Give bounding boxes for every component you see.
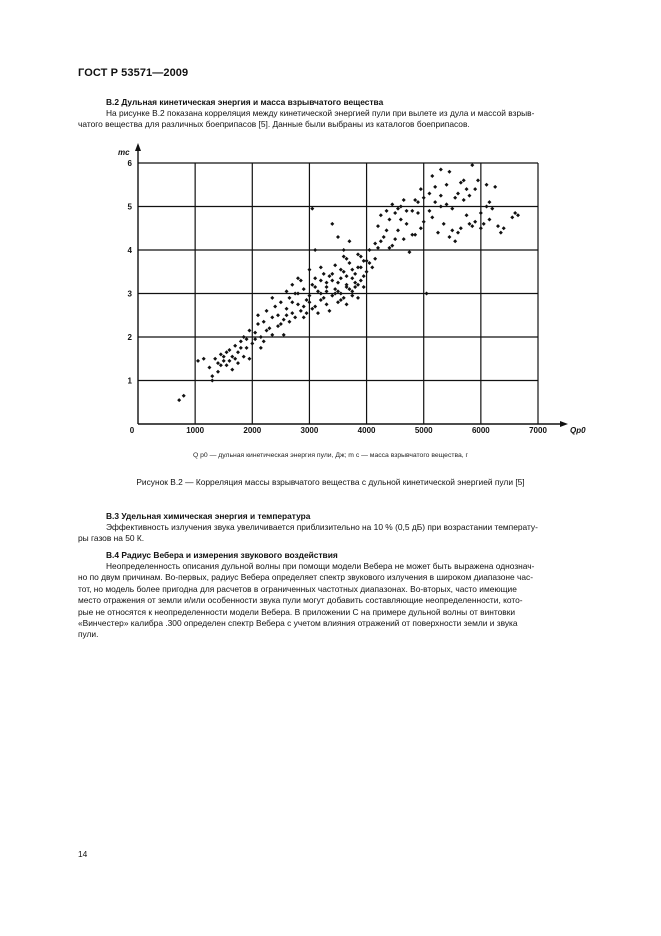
data-point <box>310 283 314 287</box>
paragraph-line: Эффективность излучения звука увеличивается приблизительно на 10 % (0,5 дБ) при возрастании температу- <box>106 522 538 532</box>
data-point <box>313 276 317 280</box>
data-point <box>207 365 211 369</box>
data-point <box>319 298 323 302</box>
data-point <box>393 211 397 215</box>
paragraph-line: «Винчестер» калибра .300 определен спектр Вебера с учетом влияния отражений от поверхности земли и звука <box>78 618 518 629</box>
data-point <box>385 209 389 213</box>
data-point <box>365 259 369 263</box>
data-point <box>262 339 266 343</box>
data-point <box>293 315 297 319</box>
data-point <box>373 257 377 261</box>
data-point <box>319 292 323 296</box>
data-point <box>482 222 486 226</box>
data-point <box>307 300 311 304</box>
section-b2-heading: В.2 Дульная кинетическая энергия и масса взрывчатого вещества <box>106 97 384 107</box>
paragraph-line: тот, но модель более пригодна для расчетов в ограниченных частотных диапазонах. Во-вторых, часто имеющие <box>78 583 517 594</box>
data-point <box>427 191 431 195</box>
data-point <box>270 315 274 319</box>
data-point <box>513 211 517 215</box>
data-point <box>487 218 491 222</box>
data-point <box>265 328 269 332</box>
data-point <box>302 305 306 309</box>
x-tick-label: 7000 <box>529 426 547 435</box>
data-point <box>290 311 294 315</box>
scatter-chart <box>100 140 586 455</box>
y-tick-label: 5 <box>127 202 132 212</box>
y-tick-label: 2 <box>127 333 132 342</box>
data-point <box>322 272 326 276</box>
data-point <box>336 300 340 304</box>
data-point <box>387 246 391 250</box>
data-point <box>242 335 246 339</box>
data-point <box>433 185 437 189</box>
data-point <box>465 187 469 191</box>
data-point <box>302 315 306 319</box>
data-point <box>330 278 334 282</box>
data-point <box>385 228 389 232</box>
data-point <box>439 194 443 198</box>
data-point <box>399 218 403 222</box>
data-point <box>485 183 489 187</box>
data-point <box>342 270 346 274</box>
data-point <box>362 285 366 289</box>
data-point <box>319 278 323 282</box>
data-point <box>333 292 337 296</box>
data-point <box>333 287 337 291</box>
data-point <box>287 320 291 324</box>
data-point <box>245 346 249 350</box>
data-point <box>425 292 429 296</box>
data-point <box>236 361 240 365</box>
data-point <box>319 265 323 269</box>
data-point <box>465 213 469 217</box>
data-point <box>345 302 349 306</box>
data-point <box>350 289 354 293</box>
data-point <box>290 300 294 304</box>
data-point <box>499 231 503 235</box>
data-point <box>336 235 340 239</box>
data-point <box>290 283 294 287</box>
section-b3-paragraph <box>78 522 618 545</box>
paragraph-line: место отражения от земли и/или особенности звука пули могут добавить составляющие неопределенности, кото- <box>78 595 523 606</box>
data-point <box>439 205 443 209</box>
data-point <box>365 270 369 274</box>
section-b4-heading: В.4 Радиус Вебера и измерения звукового воздействия <box>106 550 338 560</box>
data-point <box>325 285 329 289</box>
data-point <box>296 292 300 296</box>
data-point <box>459 226 463 230</box>
data-point <box>467 194 471 198</box>
data-point <box>390 202 394 206</box>
data-point <box>336 289 340 293</box>
data-point <box>479 211 483 215</box>
data-point <box>253 337 257 341</box>
data-point <box>473 220 477 224</box>
data-point <box>456 231 460 235</box>
data-point <box>210 374 214 378</box>
data-point <box>402 198 406 202</box>
data-point <box>410 233 414 237</box>
data-point <box>213 357 217 361</box>
data-point <box>410 209 414 213</box>
data-point <box>382 235 386 239</box>
data-point <box>342 296 346 300</box>
data-point <box>450 207 454 211</box>
data-point <box>327 309 331 313</box>
data-point <box>396 207 400 211</box>
data-point <box>359 278 363 282</box>
data-point <box>276 324 280 328</box>
data-point <box>399 205 403 209</box>
data-point <box>177 398 181 402</box>
section-b2-paragraph <box>78 108 618 131</box>
data-point <box>285 289 289 293</box>
data-point <box>225 363 229 367</box>
data-point <box>356 283 360 287</box>
data-point <box>342 248 346 252</box>
data-point <box>282 333 286 337</box>
data-point <box>333 263 337 267</box>
paragraph-line: пули. <box>78 629 99 640</box>
data-point <box>276 313 280 317</box>
data-point <box>450 228 454 232</box>
y-tick-label: 3 <box>127 289 132 299</box>
data-point <box>353 272 357 276</box>
data-point <box>350 268 354 272</box>
data-point <box>239 346 243 350</box>
data-point <box>330 222 334 226</box>
data-point <box>345 257 349 261</box>
data-point <box>222 355 226 359</box>
paragraph-line: На рисунке В.2 показана корреляция между кинетической энергией пули при вылете из дула и массой взрыв- <box>106 108 535 118</box>
data-point <box>447 170 451 174</box>
data-point <box>233 357 237 361</box>
data-point <box>316 289 320 293</box>
data-point <box>273 305 277 309</box>
x-axis-arrow <box>560 421 568 427</box>
data-point <box>267 326 271 330</box>
data-point <box>225 350 229 354</box>
data-point <box>387 218 391 222</box>
data-point <box>427 209 431 213</box>
data-point <box>487 200 491 204</box>
x-axis-label: Qp0 <box>570 426 586 435</box>
data-point <box>445 183 449 187</box>
data-point <box>313 305 317 309</box>
data-point <box>216 361 220 365</box>
data-point <box>359 265 363 269</box>
data-point <box>462 198 466 202</box>
paragraph-line: рые не относятся к неопределенности модели Вебера. В приложении С на примере дульной волны от винтовки <box>78 606 516 617</box>
x-tick-label: 0 <box>129 426 135 435</box>
data-point <box>230 368 234 372</box>
data-point <box>279 300 283 304</box>
data-point <box>456 191 460 195</box>
data-point <box>339 276 343 280</box>
data-point <box>430 174 434 178</box>
x-tick-label: 1000 <box>186 426 205 435</box>
data-point <box>473 187 477 191</box>
data-point <box>282 318 286 322</box>
y-axis-label: mc <box>118 148 130 157</box>
data-point <box>347 239 351 243</box>
data-point <box>467 222 471 226</box>
data-point <box>247 328 251 332</box>
data-point <box>330 272 334 276</box>
paragraph-line: но по двум причинам. Во-первых, радиус Вебера определяет спектр звукового излучения в широком диапазоне час- <box>78 572 533 583</box>
data-point <box>422 196 426 200</box>
data-point <box>379 213 383 217</box>
data-point <box>356 296 360 300</box>
data-point <box>493 185 497 189</box>
document-header: ГОСТ Р 53571—2009 <box>78 67 189 79</box>
data-point <box>413 198 417 202</box>
data-point <box>419 187 423 191</box>
data-point <box>256 322 260 326</box>
data-point <box>247 357 251 361</box>
page-number: 14 <box>78 849 88 859</box>
data-point <box>453 196 457 200</box>
data-point <box>253 331 257 335</box>
data-point <box>330 294 334 298</box>
data-point <box>462 178 466 182</box>
data-point <box>350 294 354 298</box>
data-point <box>285 307 289 311</box>
data-point <box>405 222 409 226</box>
data-point <box>339 268 343 272</box>
data-point <box>316 311 320 315</box>
paragraph-line: Неопределенность описания дульной волны при помощи модели Вебера не может быть выражена однознач- <box>106 561 535 571</box>
data-point <box>470 163 474 167</box>
data-point <box>439 168 443 172</box>
data-point <box>353 281 357 285</box>
figure-legend: Q р0 — дульная кинетическая энергия пули, Дж; m c — масса взрывчатого вещества, г <box>192 452 469 459</box>
data-point <box>416 200 420 204</box>
data-point <box>367 248 371 252</box>
data-point <box>259 346 263 350</box>
data-point <box>407 250 411 254</box>
data-point <box>327 274 331 278</box>
data-point <box>373 241 377 245</box>
data-point <box>270 333 274 337</box>
data-point <box>353 285 357 289</box>
data-point <box>242 355 246 359</box>
data-point <box>227 348 231 352</box>
data-point <box>265 309 269 313</box>
data-point <box>230 355 234 359</box>
data-point <box>345 274 349 278</box>
data-point <box>416 211 420 215</box>
data-point <box>396 228 400 232</box>
data-point <box>259 335 263 339</box>
data-point <box>310 207 314 211</box>
data-point <box>245 337 249 341</box>
data-point <box>336 281 340 285</box>
data-point <box>322 296 326 300</box>
section-b3-heading: В.3 Удельная химическая энергия и температура <box>106 511 311 521</box>
data-point <box>362 274 366 278</box>
figure-caption: Рисунок В.2 — Корреляция массы взрывчатого вещества с дульной кинетической энергией пули [5] <box>136 477 525 487</box>
data-point <box>310 307 314 311</box>
data-point <box>222 359 226 363</box>
x-tick-label: 4000 <box>357 426 376 435</box>
x-tick-label: 2000 <box>243 426 262 435</box>
data-point <box>233 344 237 348</box>
data-point <box>236 350 240 354</box>
data-point <box>402 237 406 241</box>
data-point <box>476 178 480 182</box>
data-point <box>347 287 351 291</box>
data-point <box>459 181 463 185</box>
data-point <box>210 379 214 383</box>
data-point <box>227 359 231 363</box>
x-tick-label: 3000 <box>300 426 319 435</box>
data-point <box>313 285 317 289</box>
data-point <box>419 226 423 230</box>
data-point <box>376 246 380 250</box>
data-point <box>485 205 489 209</box>
data-point <box>216 370 220 374</box>
data-point <box>430 215 434 219</box>
data-point <box>339 292 343 296</box>
data-point <box>342 255 346 259</box>
data-point <box>367 261 371 265</box>
data-point <box>470 224 474 228</box>
data-point <box>285 313 289 317</box>
data-point <box>307 268 311 272</box>
data-point <box>256 313 260 317</box>
data-point <box>307 294 311 298</box>
data-point <box>422 220 426 224</box>
data-point <box>279 322 283 326</box>
paragraph-line: чатого вещества для различных боеприпасов [5]. Данные были выбраны из каталогов боеприпасов. <box>78 119 470 130</box>
data-point <box>390 244 394 248</box>
data-point <box>436 231 440 235</box>
data-point <box>239 339 243 343</box>
y-tick-label: 1 <box>127 376 132 386</box>
data-point <box>345 285 349 289</box>
data-point <box>196 359 200 363</box>
data-point <box>516 213 520 217</box>
data-point <box>445 202 449 206</box>
data-point <box>182 394 186 398</box>
data-point <box>447 235 451 239</box>
y-tick-label: 4 <box>127 246 132 255</box>
data-point <box>313 248 317 252</box>
section-b4-paragraph <box>78 561 618 641</box>
data-point <box>302 287 306 291</box>
data-point <box>350 276 354 280</box>
data-point <box>296 276 300 280</box>
data-point <box>433 200 437 204</box>
data-point <box>370 265 374 269</box>
data-point <box>299 278 303 282</box>
data-point <box>502 226 506 230</box>
data-point <box>287 296 291 300</box>
data-point <box>442 222 446 226</box>
data-point <box>305 311 309 315</box>
data-point <box>296 302 300 306</box>
data-point <box>325 289 329 293</box>
data-point <box>325 302 329 306</box>
data-point <box>270 296 274 300</box>
data-point <box>393 237 397 241</box>
x-tick-label: 5000 <box>414 426 433 435</box>
data-point <box>219 352 223 356</box>
paragraph-line: ры газов на 50 К. <box>78 533 145 544</box>
data-point <box>490 207 494 211</box>
data-point <box>405 209 409 213</box>
data-point <box>339 298 343 302</box>
data-point <box>262 320 266 324</box>
data-point <box>202 357 206 361</box>
data-point <box>250 342 254 346</box>
data-point <box>347 261 351 265</box>
y-axis-arrow <box>135 143 141 151</box>
data-point <box>376 224 380 228</box>
data-point <box>510 215 514 219</box>
x-tick-label: 6000 <box>471 426 490 435</box>
data-point <box>479 226 483 230</box>
data-point <box>453 239 457 243</box>
data-point <box>379 239 383 243</box>
data-point <box>219 363 223 367</box>
data-point <box>305 298 309 302</box>
data-point <box>356 252 360 256</box>
data-point <box>325 281 329 285</box>
data-point <box>496 224 500 228</box>
data-point <box>359 255 363 259</box>
y-tick-label: 6 <box>127 159 132 168</box>
data-point <box>299 309 303 313</box>
